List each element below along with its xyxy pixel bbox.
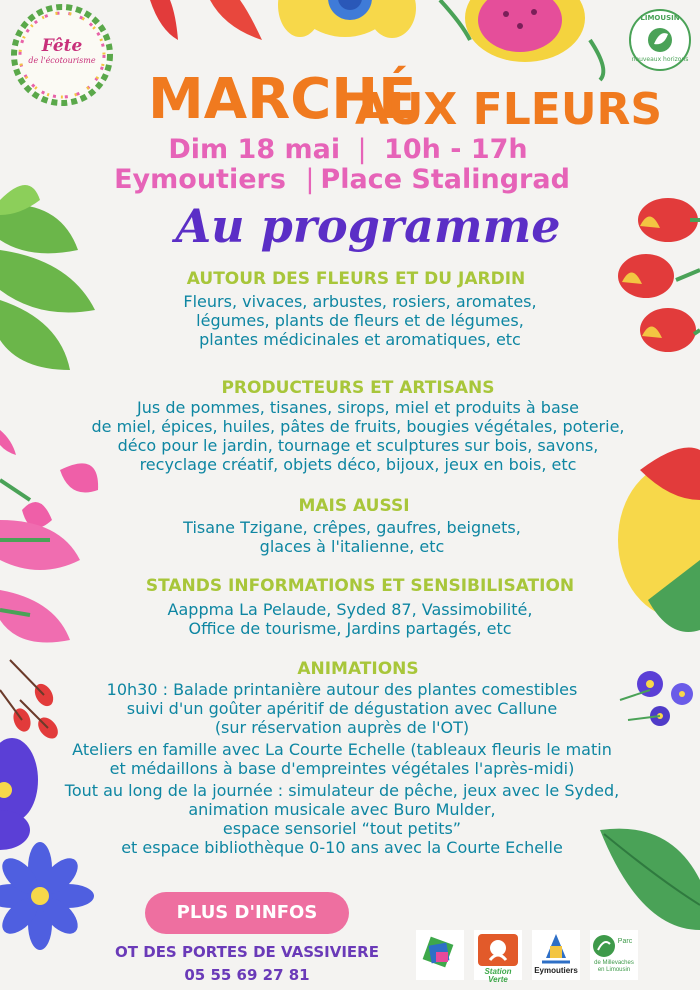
section-line: déco pour le jardin, tournage et sculptures sur bois, savons,	[117, 436, 599, 455]
section-line: Tisane Tzigane, crêpes, gaufres, beignets,	[183, 518, 521, 537]
section-body	[0, 680, 692, 857]
location-line	[0, 164, 692, 196]
section-line: 10h30 : Balade printanière autour des plantes comestibles	[106, 680, 578, 699]
phone-number: 05 55 69 27 81	[184, 966, 310, 984]
yellow-flower-top-icon	[278, 0, 416, 38]
section-line: Fleurs, vivaces, arbustes, rosiers, aromates,	[183, 292, 537, 311]
section-heading: STANDS INFORMATIONS ET SENSIBILISATION	[145, 576, 575, 596]
section-line: suivi d'un goûter apéritif de dégustation avec Callune	[126, 699, 558, 718]
section-line: (sur réservation auprès de l'OT)	[214, 718, 470, 737]
red-petal-top-left-icon	[150, 0, 262, 40]
logo-eymoutiers	[532, 930, 580, 980]
event-town: Eymoutiers	[114, 164, 286, 195]
section-body	[10, 292, 700, 349]
section-line: de miel, épices, huiles, pâtes de fruits, bougies végétales, poterie,	[91, 417, 625, 436]
section-line: Jus de pommes, tisanes, sirops, miel et produits à base	[137, 398, 579, 417]
section-line: glaces à l'italienne, etc	[259, 537, 445, 556]
section-line: plantes médicinales et aromatiques, etc	[199, 330, 521, 349]
section-line: recyclage créatif, objets déco, bijoux, jeux en bois, etc	[139, 455, 577, 474]
section-line: et médaillons à base d'empreintes végétales l'après-midi)	[109, 759, 575, 778]
eymoutiers-label: Eymoutiers	[534, 966, 578, 975]
event-hours: 10h - 17h	[384, 134, 528, 165]
section-line: Aappma La Pelaude, Syded 87, Vassimobilité,	[167, 600, 533, 619]
date-line	[0, 134, 698, 166]
logo-parc-millevaches	[590, 930, 638, 980]
section-line: et espace bibliothèque 0-10 ans avec la Courte Echelle	[121, 838, 563, 857]
limousin-logo-line2: nouveaux horizons	[631, 56, 689, 63]
festival-logo-text	[22, 36, 102, 66]
parc-label-2	[590, 960, 638, 974]
section-heading: ANIMATIONS	[297, 659, 419, 679]
title-aux-fleurs: AUX FLEURS	[355, 84, 663, 135]
section-line: Tout au long de la journée : simulateur de pêche, jeux avec le Syded,	[64, 781, 620, 800]
logo-portes-vassiviere	[416, 930, 464, 980]
parc-line3: en Limousin	[597, 967, 631, 973]
parc-line1: Parc	[617, 938, 633, 945]
parc-label	[612, 938, 638, 946]
limousin-logo-text	[630, 14, 690, 63]
pink-flower-top-right-icon	[440, 0, 603, 80]
blue-flower-bottom-left-icon	[0, 842, 94, 950]
title-marche: MARCHÉ	[148, 67, 417, 132]
station-verte-label: Station Verte	[484, 967, 512, 984]
section-line: Ateliers en famille avec La Courte Echelle (tableaux fleuris le matin	[72, 740, 612, 759]
separator: |	[305, 164, 315, 195]
portes-vassiviere-logo-icon	[416, 930, 464, 980]
more-info-button[interactable]: PLUS D'INFOS	[145, 892, 349, 934]
section-line: animation musicale avec Buro Mulder,	[188, 800, 496, 819]
logo-station-verte	[474, 930, 522, 984]
section-line: Office de tourisme, Jardins partagés, etc	[188, 619, 512, 638]
section-body	[2, 518, 700, 556]
section-heading: AUTOUR DES FLEURS ET DU JARDIN	[186, 269, 526, 289]
festival-logo-line2: de l'écotourisme	[28, 56, 96, 65]
event-date: Dim 18 mai	[168, 134, 341, 165]
separator: |	[357, 134, 367, 165]
event-place: Place Stalingrad	[320, 164, 570, 195]
parc-line2: de Millevaches	[594, 960, 634, 966]
section-line: légumes, plants de fleurs et de légumes,	[196, 311, 524, 330]
limousin-logo-line1: LIMOUSIN	[640, 14, 680, 22]
section-heading: MAIS AUSSI	[298, 496, 410, 516]
section-line: espace sensoriel “tout petits”	[222, 819, 462, 838]
section-body	[0, 600, 700, 638]
organisation-name: OT DES PORTES DE VASSIVIERE	[115, 943, 379, 961]
section-body	[8, 398, 700, 474]
programme-title: Au programme	[175, 199, 561, 253]
section-heading: PRODUCTEURS ET ARTISANS	[221, 378, 495, 398]
festival-logo-line1: Fête	[41, 36, 83, 56]
